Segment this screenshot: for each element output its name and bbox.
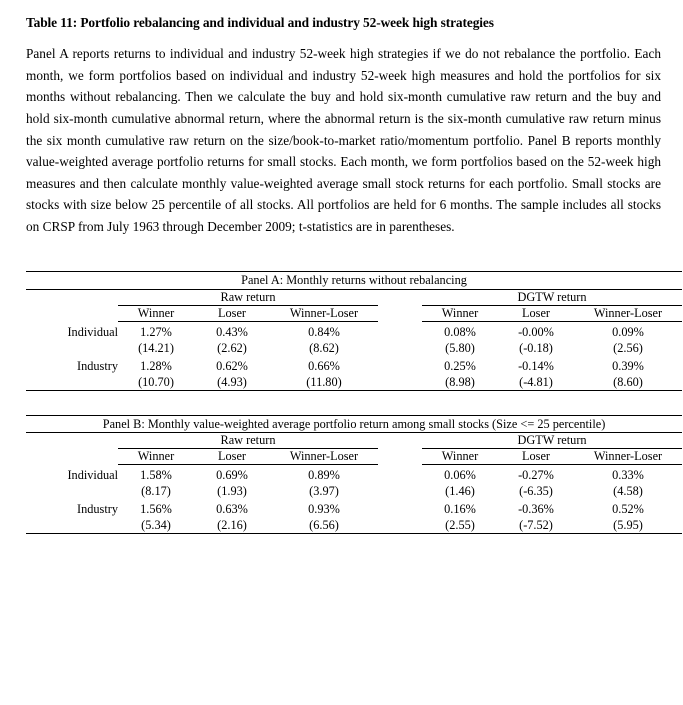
panel-b-industry-raw-loser-tstat: (2.16) [194, 517, 270, 534]
panel-a-column-header-row [26, 305, 682, 321]
table-row [26, 356, 682, 374]
panel-b-individual-dgtw-winner-tstat: (1.46) [445, 484, 475, 499]
panel-b-column-header-row [26, 449, 682, 465]
panel-a-col-raw-winner: Winner [118, 305, 194, 321]
panel-b-tstat-spacer [378, 517, 422, 534]
panel-b-industry-dgtw-winner-tstat: (2.55) [422, 517, 498, 534]
panel-a-row-spacer [378, 356, 422, 374]
panel-b-individual-dgtw-winner-loser-tstat: (4.58) [613, 484, 643, 499]
table-row [26, 517, 682, 534]
panel-b-industry-raw-winner-tstat: (5.34) [118, 517, 194, 534]
panel-b-table [26, 415, 682, 535]
panel-a-row-spacer [378, 321, 422, 340]
panel-b-individual-dgtw-loser: -0.27% [518, 468, 554, 483]
panel-b-industry-dgtw-winner: 0.16% [444, 502, 476, 517]
panel-a-individual-dgtw-winner-tstat: (5.80) [445, 340, 475, 355]
panel-b-group-dgtw-return: DGTW return [422, 433, 682, 449]
panel-a-individual-raw-winner-loser: 0.84% [308, 324, 340, 339]
panel-b-individual-dgtw-winner: 0.06% [444, 468, 476, 483]
panel-b-row-spacer [378, 499, 422, 517]
panel-a-caption: Panel A: Monthly returns without rebalancing [26, 272, 682, 290]
panel-a-individual-dgtw-winner: 0.08% [444, 324, 476, 339]
panel-b-tstat-spacer [378, 483, 422, 499]
panel-a-industry-dgtw-winner-loser-tstat: (8.60) [574, 374, 682, 391]
panel-a-row-label-industry: Industry [77, 358, 118, 373]
panel-b-individual-raw-loser: 0.69% [216, 468, 248, 483]
panel-a-industry-dgtw-loser: -0.14% [518, 358, 554, 373]
panel-b-row-label-industry: Industry [77, 502, 118, 517]
panel-b-col-raw-loser: Loser [194, 449, 270, 465]
panel-b-group-spacer-left [26, 433, 118, 449]
table-row [26, 340, 682, 356]
page-title: Table 11: Portfolio rebalancing and individual and industry 52-week high strategies [26, 15, 494, 30]
panel-a-tstat-spacer [378, 340, 422, 356]
panel-b-col-dgtw-loser: Loser [498, 449, 574, 465]
panel-a-colhead-spacer-mid [378, 305, 422, 321]
panel-b-industry-dgtw-loser-tstat: (-7.52) [498, 517, 574, 534]
panel-a-col-raw-winner-loser: Winner-Loser [270, 305, 378, 321]
panel-a-col-dgtw-winner-loser: Winner-Loser [574, 305, 682, 321]
panel-b-individual-dgtw-loser-tstat: (-6.35) [519, 484, 553, 499]
table-row [26, 499, 682, 517]
panel-a-col-dgtw-loser: Loser [498, 305, 574, 321]
panel-a-individual-raw-winner-loser-tstat: (8.62) [309, 340, 339, 355]
panel-b-industry-raw-winner-loser-tstat: (6.56) [270, 517, 378, 534]
panel-a-industry-raw-winner: 1.28% [140, 358, 172, 373]
panel-a-row-label-individual: Individual [67, 324, 118, 339]
panel-b-individual-raw-winner: 1.58% [140, 468, 172, 483]
panel-b-group-header-row [26, 433, 682, 449]
panel-a-individual-dgtw-loser: -0.00% [518, 324, 554, 339]
table-row [26, 465, 682, 484]
panel-a-individual-dgtw-winner-loser: 0.09% [612, 324, 644, 339]
panel-b-col-raw-winner-loser: Winner-Loser [270, 449, 378, 465]
panel-b-individual-dgtw-winner-loser: 0.33% [612, 468, 644, 483]
panel-b-col-dgtw-winner-loser: Winner-Loser [574, 449, 682, 465]
table-row [26, 321, 682, 340]
panel-a-industry-raw-winner-tstat: (10.70) [118, 374, 194, 391]
panel-b-industry-raw-loser: 0.63% [216, 502, 248, 517]
table-row [26, 374, 682, 391]
panel-a-caption-row [26, 272, 682, 290]
panel-b-industry-raw-winner: 1.56% [140, 502, 172, 517]
panel-a-individual-raw-loser: 0.43% [216, 324, 248, 339]
panel-b-industry-raw-winner-loser: 0.93% [308, 502, 340, 517]
panel-a-industry-raw-winner-loser: 0.66% [308, 358, 340, 373]
panel-b-individual-raw-winner-loser-tstat: (3.97) [309, 484, 339, 499]
panel-a-tstat-label-industry [26, 374, 118, 391]
panel-a-group-spacer-mid [378, 289, 422, 305]
panel-a-industry-raw-loser-tstat: (4.93) [194, 374, 270, 391]
panel-b-individual-raw-loser-tstat: (1.93) [217, 484, 247, 499]
panel-a-col-dgtw-winner: Winner [422, 305, 498, 321]
panel-b-row-label-individual: Individual [67, 468, 118, 483]
panel-b-industry-dgtw-winner-loser-tstat: (5.95) [574, 517, 682, 534]
panel-b-group-raw-return: Raw return [118, 433, 378, 449]
panel-b-industry-dgtw-loser: -0.36% [518, 502, 554, 517]
panel-a-individual-dgtw-loser-tstat: (-0.18) [519, 340, 553, 355]
panel-a-individual-raw-winner-tstat: (14.21) [138, 340, 174, 355]
table-note-paragraph: Panel A reports returns to individual and industry 52-week high strategies if we do not rebalance the portfolio. Each month, we form portfolios based on individual and industry 52-week high measures and hold the portfolios for six months without rebalancing. Then we calculate the buy and hold six-month cumulative raw return and the buy and hold six-month cumulative abnormal return, where the abnormal return is the six-month cumulative raw return minus the six month cumulative raw return on the size/book-to-market ratio/momentum portfolio. Panel B reports monthly value-weighted average portfolio returns for small stocks. Each month, we form portfolios based on the 52-week high measures and then calculate monthly value-weighted average small stock returns for each portfolio. Small stocks are stocks with size below 25 percentile of all stocks. All portfolios are held for 6 months. The sample includes all stocks on CRSP from July 1963 through December 2009; t-statistics are in parentheses. [26, 46, 661, 234]
panel-a-group-spacer-left [26, 289, 118, 305]
panel-a-group-raw-return: Raw return [118, 289, 378, 305]
panel-a-individual-raw-winner: 1.27% [140, 324, 172, 339]
panel-b-group-spacer-mid [378, 433, 422, 449]
panel-b-tstat-label-industry [26, 517, 118, 534]
panel-a-group-header-row [26, 289, 682, 305]
panel-a-tstat-spacer [378, 374, 422, 391]
panel-a-individual-raw-loser-tstat: (2.62) [217, 340, 247, 355]
panel-b-colhead-spacer-mid [378, 449, 422, 465]
panel-b-individual-raw-winner-loser: 0.89% [308, 468, 340, 483]
panel-a-group-dgtw-return: DGTW return [422, 289, 682, 305]
panel-a-industry-dgtw-winner: 0.25% [444, 358, 476, 373]
panel-b-tstat-label-individual [26, 483, 118, 499]
panel-b [26, 415, 667, 535]
panel-a-individual-dgtw-winner-loser-tstat: (2.56) [613, 340, 643, 355]
panel-b-col-raw-winner: Winner [118, 449, 194, 465]
panel-b-caption: Panel B: Monthly value-weighted average portfolio return among small stocks (Size <= 25 percentile) [26, 415, 682, 433]
panel-a-industry-raw-winner-loser-tstat: (11.80) [270, 374, 378, 391]
panel-b-industry-dgtw-winner-loser: 0.52% [612, 502, 644, 517]
panel-b-individual-raw-winner-tstat: (8.17) [141, 484, 171, 499]
panel-b-caption-row [26, 415, 682, 433]
panel-a-industry-dgtw-winner-tstat: (8.98) [422, 374, 498, 391]
panel-a-industry-dgtw-winner-loser: 0.39% [612, 358, 644, 373]
panel-b-row-spacer [378, 465, 422, 484]
panel-a-table [26, 271, 682, 391]
panel-a-industry-dgtw-loser-tstat: (-4.81) [498, 374, 574, 391]
panel-a-col-raw-loser: Loser [194, 305, 270, 321]
panel-a [26, 271, 667, 391]
panel-b-colhead-spacer-left [26, 449, 118, 465]
table-row [26, 483, 682, 499]
panel-a-colhead-spacer-left [26, 305, 118, 321]
panel-a-industry-raw-loser: 0.62% [216, 358, 248, 373]
panel-b-col-dgtw-winner: Winner [422, 449, 498, 465]
panel-a-tstat-label-individual [26, 340, 118, 356]
